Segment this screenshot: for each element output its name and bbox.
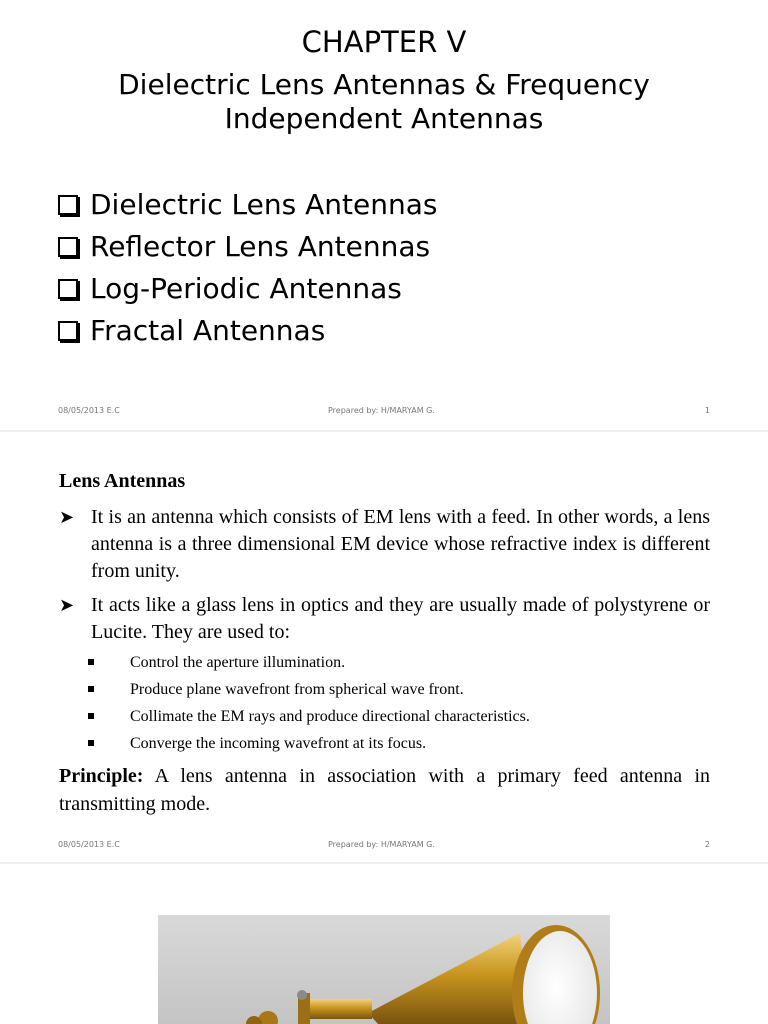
paragraph-text: It is an antenna which consists of EM lens with a feed. In other words, a lens antenna is a three dimensional EM device whose refractive index is different from unity.: [91, 506, 710, 582]
chapter-title: Dielectric Lens Antennas & Frequency Independent Antennas: [118, 68, 650, 135]
slide-3: [0, 864, 768, 1024]
footer-date: 08/05/2013 E.C: [58, 406, 120, 415]
screw: [297, 990, 307, 1000]
principle-label: Principle:: [59, 765, 144, 787]
slide-2: [0, 432, 768, 862]
checkbox-icon: [58, 321, 78, 341]
paragraph-text: It acts like a glass lens in optics and they are usually made of polystyrene or Lucite. They are used to:: [91, 594, 710, 643]
footer-date: 08/05/2013 E.C: [58, 840, 120, 849]
topic-item: [58, 226, 437, 268]
slide-footer: [58, 840, 710, 854]
slide-1: [0, 0, 768, 430]
arrow-bullet-icon: ➤: [59, 507, 75, 527]
checkbox-icon: [58, 195, 78, 215]
topic-item: [58, 268, 437, 310]
arrow-bullet-icon: ➤: [59, 595, 75, 615]
footer-author: Prepared by: H/MARYAM G.: [328, 406, 435, 415]
principle-text: A lens antenna in association with a primary feed antenna in transmitting mode.: [59, 765, 710, 815]
paragraph: [59, 504, 710, 585]
topic-label: Dielectric Lens Antennas: [90, 188, 438, 221]
usage-list: [88, 649, 530, 757]
topic-label: Fractal Antennas: [90, 314, 326, 347]
list-item: Control the aperture illumination.: [88, 649, 530, 676]
checkbox-icon: [58, 279, 78, 299]
topic-list: [58, 184, 437, 352]
list-item: Collimate the EM rays and produce directional characteristics.: [88, 703, 530, 730]
principle-paragraph: [59, 762, 710, 818]
footer-page-number: 1: [704, 406, 710, 415]
list-item: Converge the incoming wavefront at its focus.: [88, 730, 530, 757]
waveguide-feed: [306, 999, 372, 1019]
footer-page-number: 2: [704, 840, 710, 849]
lens-antenna-photo: [158, 915, 610, 1024]
checkbox-icon: [58, 237, 78, 257]
footer-author: Prepared by: H/MARYAM G.: [328, 840, 435, 849]
slide-footer: [58, 406, 710, 420]
paragraph: [59, 592, 710, 646]
topic-label: Reflector Lens Antennas: [90, 230, 431, 263]
topic-item: [58, 310, 437, 352]
topic-item: [58, 184, 437, 226]
chapter-heading: CHAPTER V: [301, 25, 467, 59]
topic-label: Log-Periodic Antennas: [90, 272, 402, 305]
list-item: Produce plane wavefront from spherical wave front.: [88, 676, 530, 703]
section-heading: Lens Antennas: [59, 470, 186, 492]
